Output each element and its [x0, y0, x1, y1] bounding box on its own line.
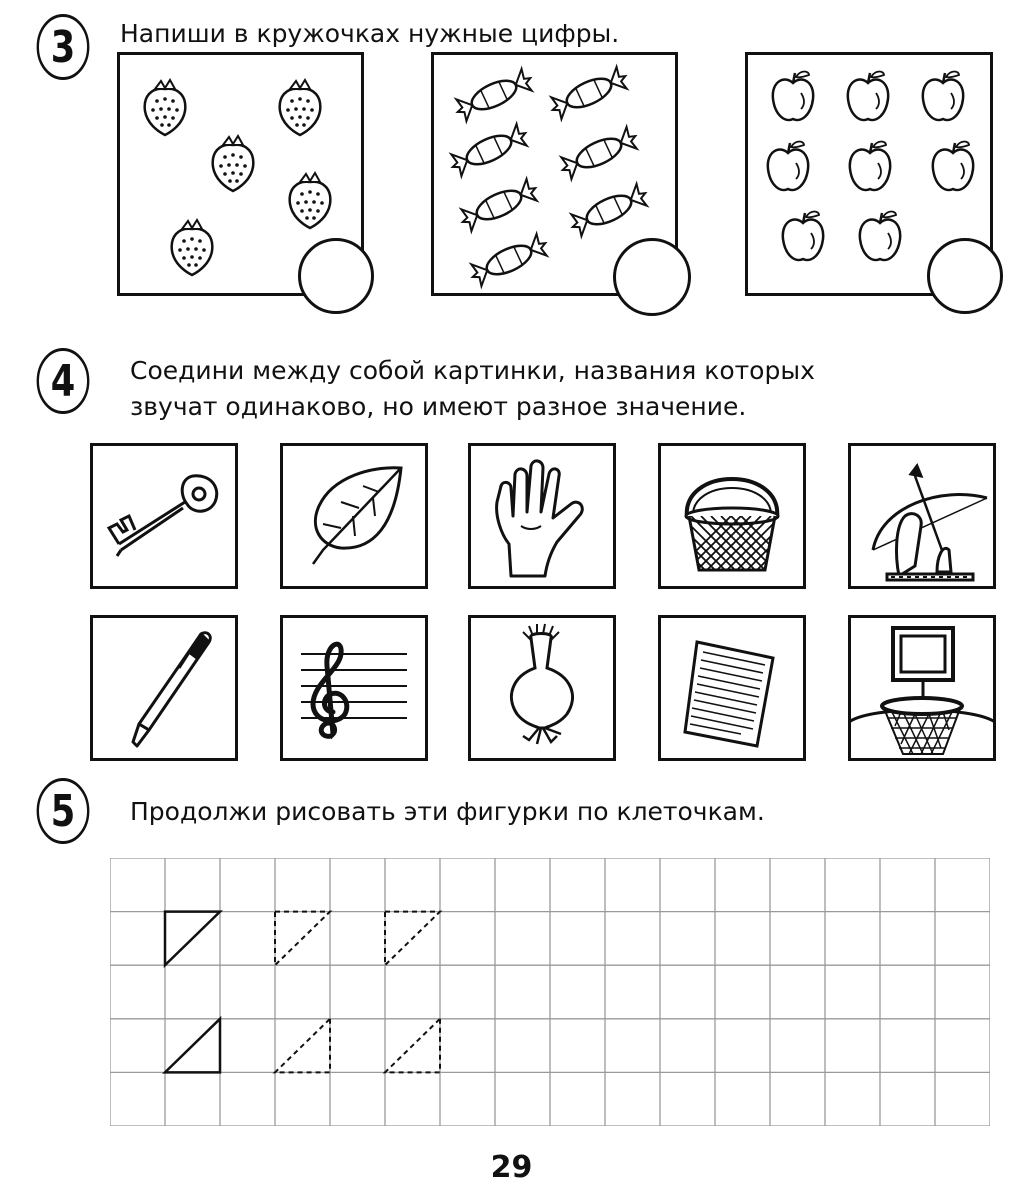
sample-triangle — [165, 1019, 220, 1073]
task-number: 5 — [50, 785, 76, 837]
picture-card-treble-clef[interactable] — [280, 615, 428, 761]
task-number-badge — [37, 778, 90, 844]
task-instruction-line: Соедини между собой картинки, названия которых — [130, 356, 815, 385]
picture-card-onion[interactable] — [468, 615, 616, 761]
answer-circle[interactable] — [298, 238, 374, 314]
task-instruction: Напиши в кружочках нужные цифры. — [120, 19, 620, 48]
picture-card-palm[interactable] — [468, 443, 616, 589]
leaf-icon — [283, 446, 425, 586]
paper-sheet-icon — [661, 618, 803, 758]
sample-triangle — [165, 912, 220, 966]
drawing-grid[interactable] — [110, 858, 990, 1126]
task-number-badge — [37, 348, 90, 414]
answer-circle[interactable] — [613, 238, 691, 316]
picture-card-basket[interactable] — [658, 443, 806, 589]
key-icon — [93, 446, 235, 586]
picture-card-paper-sheet[interactable] — [658, 615, 806, 761]
onion-icon — [471, 618, 613, 758]
picture-card-leaf[interactable] — [280, 443, 428, 589]
task-number-badge — [37, 14, 90, 80]
palm-icon — [471, 446, 613, 586]
task-number: 4 — [50, 355, 76, 407]
treble-clef-icon — [283, 618, 425, 758]
pen-icon — [93, 618, 235, 758]
dashed-triangle — [275, 1019, 330, 1073]
basket-icon — [661, 446, 803, 586]
task-instruction-line: звучат одинаково, но имеют разное значение. — [130, 392, 747, 421]
task-number: 3 — [50, 21, 76, 73]
picture-card-basketball-hoop[interactable] — [848, 615, 996, 761]
dashed-triangle — [385, 1019, 440, 1073]
picture-card-pen[interactable] — [90, 615, 238, 761]
task-instruction: Продолжи рисовать эти фигурки по клеточкам. — [130, 797, 765, 826]
dashed-triangle — [275, 912, 330, 966]
picture-card-bow[interactable] — [848, 443, 996, 589]
task-instruction — [130, 353, 815, 425]
page-number: 29 — [490, 1150, 533, 1185]
picture-card-key[interactable] — [90, 443, 238, 589]
bow-icon — [851, 446, 993, 586]
dashed-triangle — [385, 912, 440, 966]
basketball-hoop-icon — [851, 618, 993, 758]
answer-circle[interactable] — [927, 238, 1003, 314]
